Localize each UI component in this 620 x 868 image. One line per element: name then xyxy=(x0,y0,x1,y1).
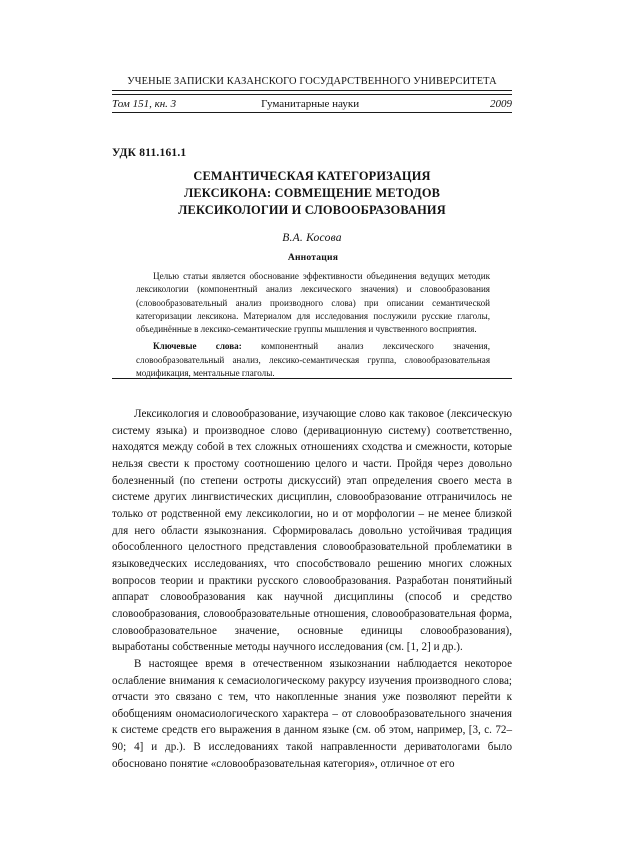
abstract-body: Целью статьи является обоснование эффективности объединения ведущих методик лексикологии (компонентный анализ лексического значения) и словообразования (словообразовательный анализ производного слова) при описании семантической категоризации лексикона. Материалом для исследования послужили русские глаголы, объединённые в лексико-семантические группы мышления и чувственного восприятия. xyxy=(136,271,490,335)
page-title xyxy=(112,168,512,219)
keywords-label: Ключевые слова: xyxy=(153,341,242,352)
publication-year: 2009 xyxy=(490,97,512,110)
masthead-bottom-rule xyxy=(112,112,512,113)
journal-name: УЧЕНЫЕ ЗАПИСКИ КАЗАНСКОГО ГОСУДАРСТВЕННОГО УНИВЕРСИТЕТА xyxy=(127,76,497,87)
udk-code: УДК 811.161.1 xyxy=(112,147,187,159)
abstract-section xyxy=(136,252,490,380)
title-line-3: ЛЕКСИКОЛОГИИ И СЛОВООБРАЗОВАНИЯ xyxy=(178,203,446,218)
title-block xyxy=(112,168,512,244)
issue-line xyxy=(112,98,512,112)
masthead-double-rule xyxy=(112,90,512,94)
article-body xyxy=(112,406,512,772)
author-name: В.А. Косова xyxy=(282,231,342,245)
abstract-separator-rule xyxy=(112,378,512,379)
keywords-list: компонентный анализ лексического значения, словообразовательный анализ, лексико-семантическая группа, словообразовательная модификация, ментальные глаголы. xyxy=(136,341,491,378)
body-paragraph-2: В настоящее время в отечественном языкознании наблюдается некоторое ослабление внимания к семасиологическому ракурсу изучения производного слова; отчасти это связано с тем, что накопленные знания уже позволяют перейти к обобщениям ономасиологического характера – от словообразовательного значения к системе средств его выражения в данном языке (см. об этом, например, [3, с. 72–90; 4] и др.). В исследованиях такой направленности дериватологами было обосновано понятие «словообразовательная категория», отличное от его xyxy=(112,657,512,770)
title-line-2: ЛЕКСИКОНА: СОВМЕЩЕНИЕ МЕТОДОВ xyxy=(183,186,441,201)
abstract-heading: Аннотация xyxy=(287,252,339,263)
journal-subject: Гуманитарные науки xyxy=(261,97,360,110)
keywords-paragraph xyxy=(136,340,490,380)
body-paragraph-1: Лексикология и словообразование, изучающие слово как таковое (лексическую систему языка) и производное слово (деривационную систему) соответственно, находятся между собой в тех сложных отношениях сходства и смежности, которые нельзя свести к простому соотношению целого и части. Пройдя через довольно болезненный (по степени остроты дискуссий) этап определения своего места в системе других лингвистических дисциплин, словообразование отграничилось не только от родственной ему лексикологии, но и от морфологии – не менее близкой для него области языкознания. Сформировалась довольно устойчивая традиция обособленного целостного представления словообразовательной проблематики в языковедческих исследованиях, что способствовало решению многих сложных вопросов теории и практики русского словообразования. Разработан понятийный аппарат словообразования как научной дисциплины (способ и средство словообразования, словообразовательные отношения, словообразовательная форма, словообразовательное значение, основные единицы словообразования), выработаны собственные методы научного исследования (см. [1, 2] и др.). xyxy=(112,408,512,654)
title-line-1: СЕМАНТИЧЕСКАЯ КАТЕГОРИЗАЦИЯ xyxy=(193,169,431,183)
volume-issue: Том 151, кн. 3 xyxy=(112,97,177,110)
running-head xyxy=(112,76,512,113)
